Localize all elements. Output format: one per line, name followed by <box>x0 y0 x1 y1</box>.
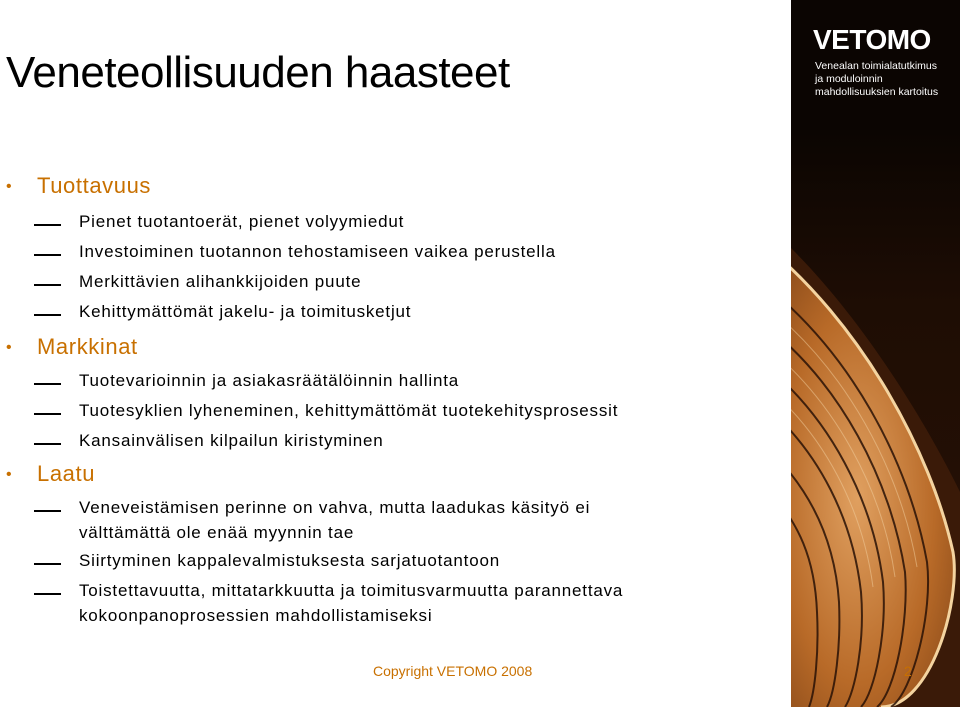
brand-header <box>791 0 960 132</box>
page-number: 2 <box>904 663 912 679</box>
section-heading: Laatu <box>37 461 96 486</box>
dash-marker <box>34 563 61 565</box>
list-item: Tuotevarioinnin ja asiakasräätälöinnin hallinta <box>79 371 460 390</box>
dash-marker <box>34 284 61 286</box>
list-item: Kansainvälisen kilpailun kiristyminen <box>79 431 384 450</box>
bullet-marker: • <box>6 178 12 195</box>
brand-name: VETOMO <box>813 24 931 55</box>
dash-marker <box>34 413 61 415</box>
list-item: Investoiminen tuotannon tehostamiseen vaikea perustella <box>79 242 556 261</box>
list-item-continuation: välttämättä ole enää myynnin tae <box>79 523 355 542</box>
brand-subtitle-line: Venealan toimialatutkimus <box>815 60 937 72</box>
footer-copyright: Copyright VETOMO 2008 <box>373 663 533 679</box>
list-item: Tuotesyklien lyheneminen, kehittymättömät tuotekehitysprosessit <box>79 401 619 420</box>
list-item: Kehittymättömät jakelu- ja toimitusketjut <box>79 302 412 321</box>
list-item: Merkittävien alihankkijoiden puute <box>79 272 362 291</box>
list-item-continuation: kokoonpanoprosessien mahdollistamiseksi <box>79 606 433 625</box>
boat-deck-image <box>791 132 960 707</box>
brand-subtitle-line: ja moduloinnin <box>815 73 883 85</box>
dash-marker <box>34 254 61 256</box>
brand-subtitle-line: mahdollisuuksien kartoitus <box>815 86 939 98</box>
bullet-marker: • <box>6 339 12 356</box>
list-item: Toistettavuutta, mittatarkkuutta ja toimitusvarmuutta parannettava <box>79 581 624 600</box>
dash-marker <box>34 224 61 226</box>
bullet-marker: • <box>6 466 12 483</box>
list-item: Pienet tuotantoerät, pienet volyymiedut <box>79 212 405 231</box>
dash-marker <box>34 593 61 595</box>
dash-marker <box>34 383 61 385</box>
dash-marker <box>34 314 61 316</box>
slide-title: Veneteollisuuden haasteet <box>6 48 510 97</box>
brand-panel <box>791 0 960 707</box>
dash-marker <box>34 510 61 512</box>
section-heading: Tuottavuus <box>37 173 152 198</box>
section-heading: Markkinat <box>37 334 138 359</box>
list-item: Veneveistämisen perinne on vahva, mutta laadukas käsityö ei <box>79 498 591 517</box>
dash-marker <box>34 443 61 445</box>
list-item: Siirtyminen kappalevalmistuksesta sarjatuotantoon <box>79 551 500 570</box>
